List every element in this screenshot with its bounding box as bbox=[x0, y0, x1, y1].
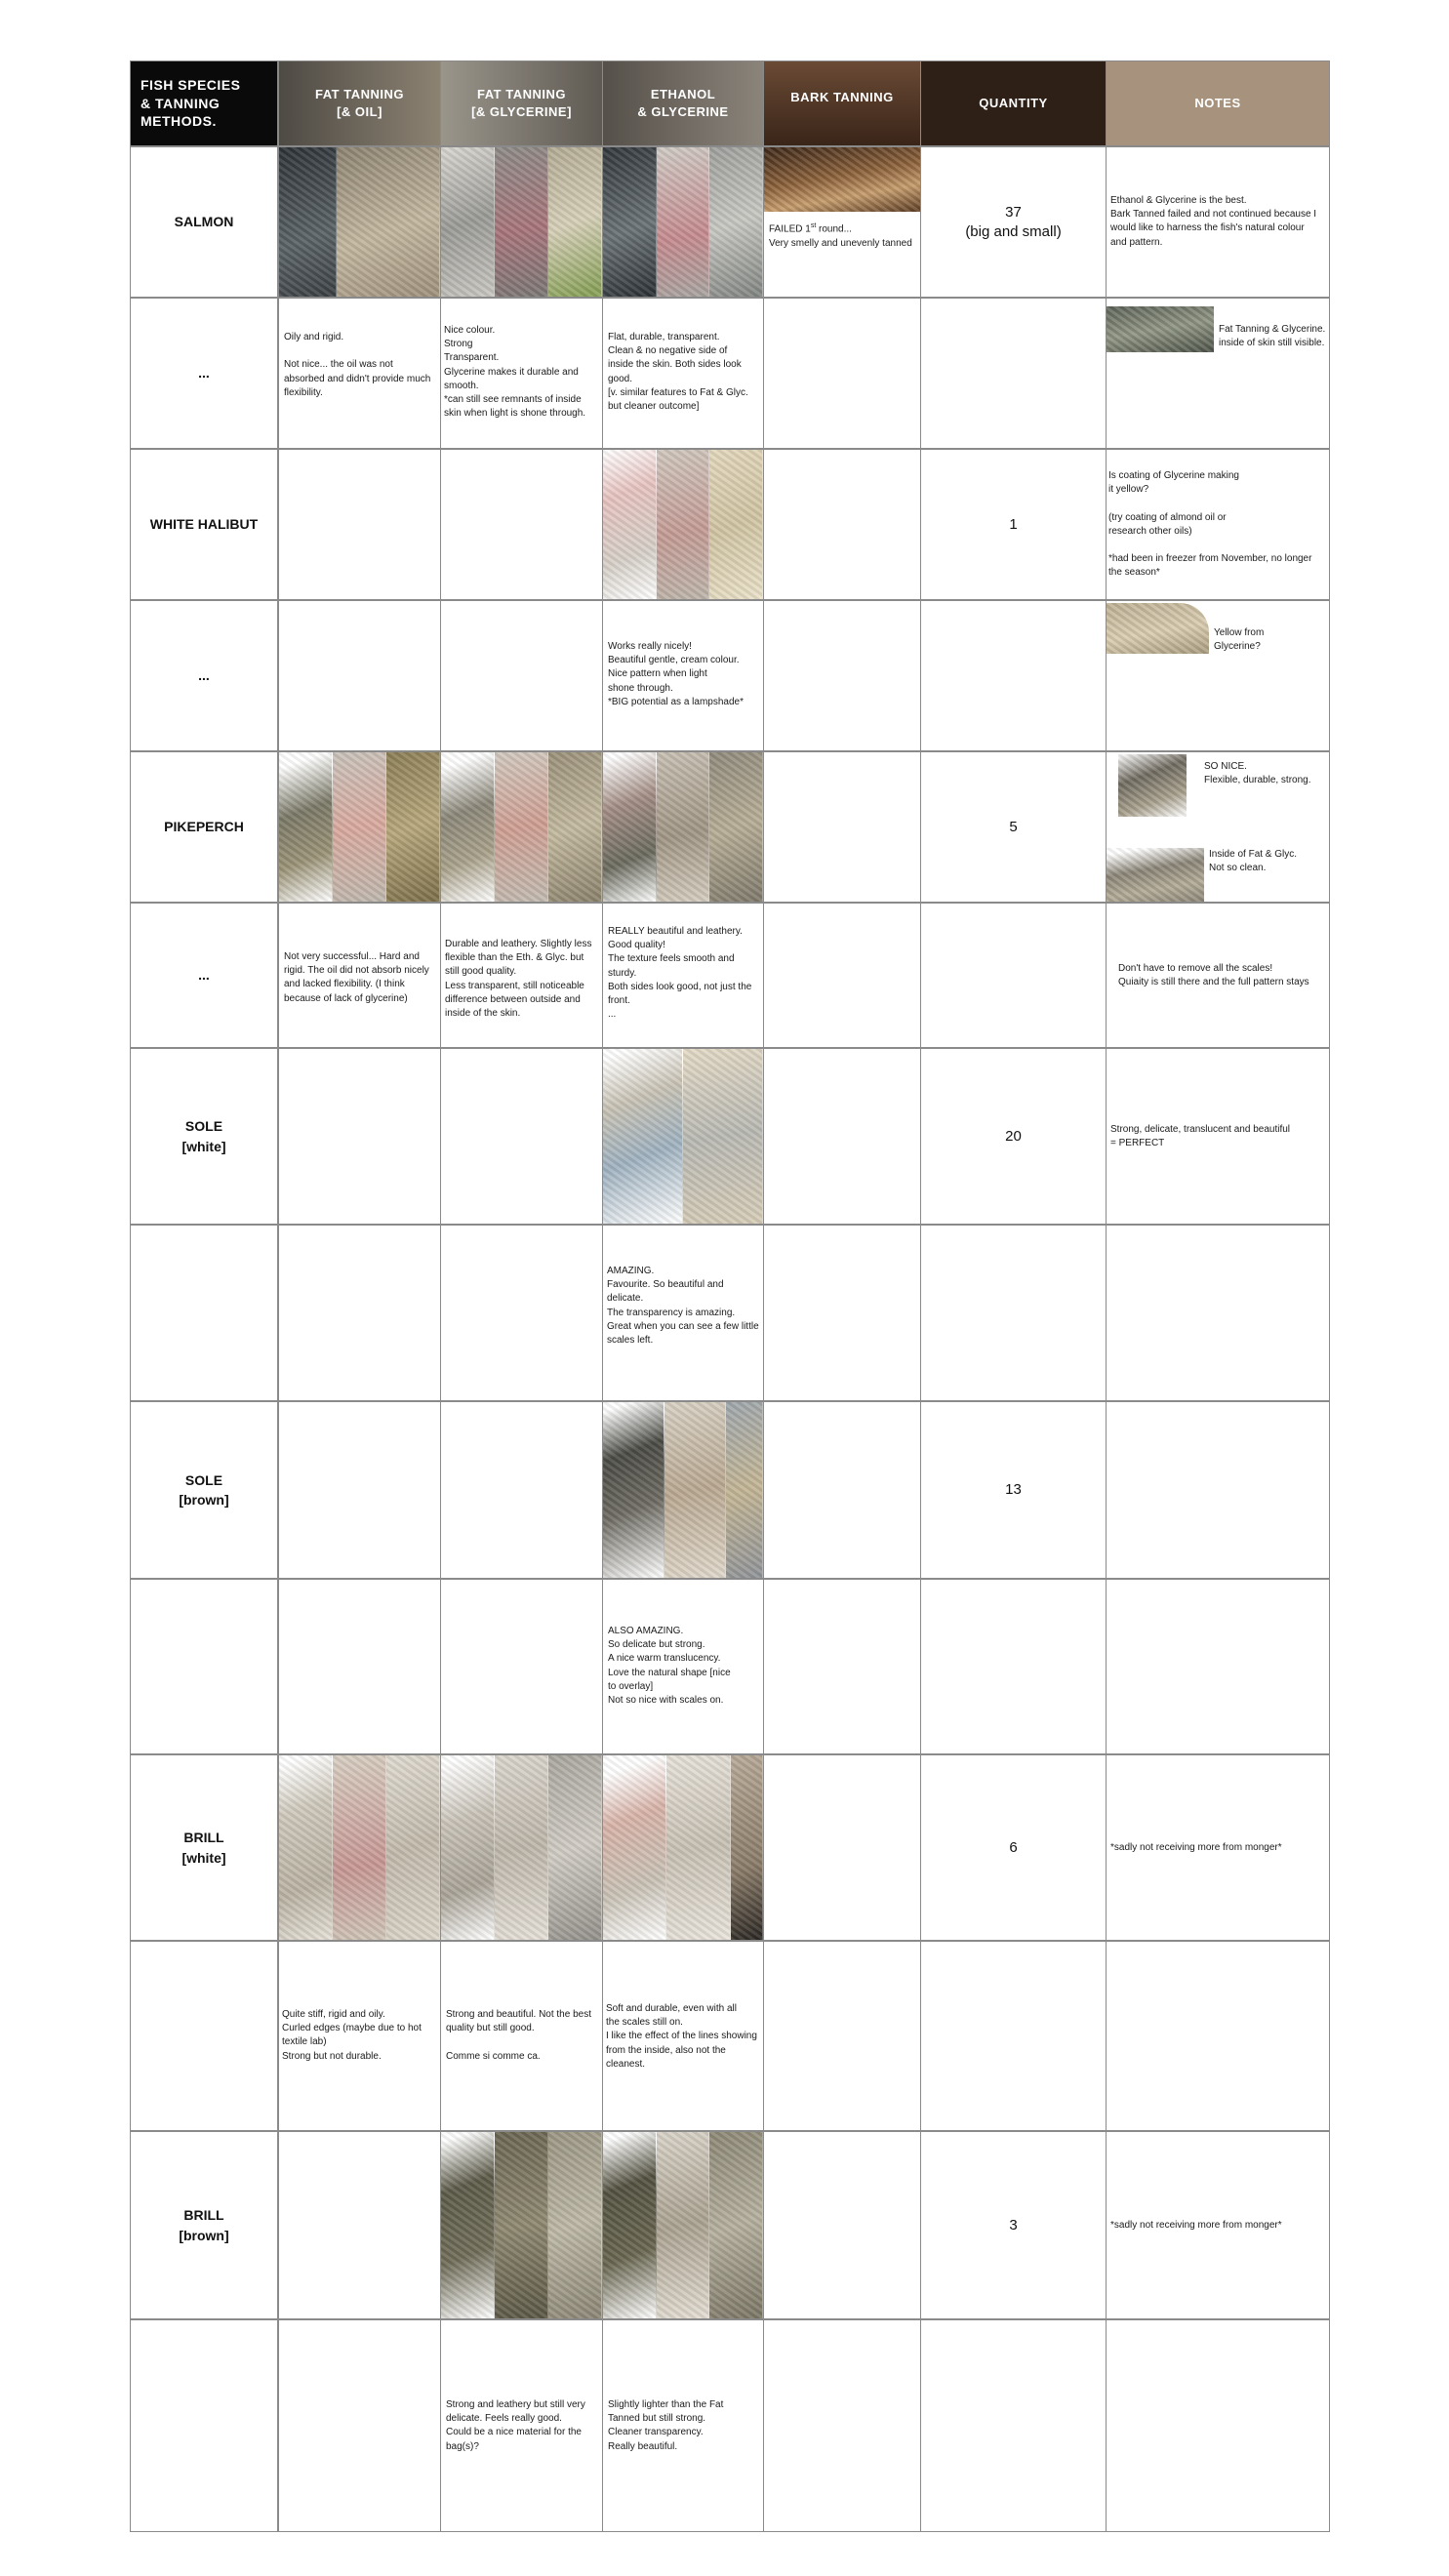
salmon-detail-notes-cell bbox=[1106, 298, 1330, 449]
brill-white-skin-scaled bbox=[548, 1755, 602, 1940]
pikeperch-detail-quantity-empty bbox=[920, 903, 1107, 1048]
brill-brown-skin-dark bbox=[603, 2132, 657, 2318]
halibut-ethanol-comment-cell bbox=[602, 600, 764, 751]
grey-salmon-skin bbox=[709, 147, 763, 297]
halibut-ethanol-comment: Works really nicely! Beautiful gentle, cream colour. Nice pattern when light shone through. *BIG potential as a lampshade* bbox=[608, 641, 744, 707]
species-pikeperch: PIKEPERCH bbox=[130, 751, 278, 903]
brill-brown-quantity: 3 bbox=[920, 2131, 1107, 2319]
brill-brown-skin-dark bbox=[441, 2132, 495, 2318]
brill-white-skin-dark-edge bbox=[731, 1755, 763, 1940]
sole-brown-ethanol-photos bbox=[602, 1401, 764, 1579]
header-bark-tanning: BARK TANNING bbox=[763, 60, 921, 146]
brill-white-skin-translucent bbox=[441, 1755, 495, 1940]
sole-brown-skin-dark bbox=[603, 1402, 664, 1578]
sole-white-notes: Strong, delicate, translucent and beautiful = PERFECT bbox=[1110, 1124, 1291, 1149]
sole-brown-fat-glycerine-empty bbox=[440, 1401, 603, 1579]
pikeperch-skin-dark bbox=[441, 752, 495, 902]
species-pikeperch-detail: ... bbox=[130, 903, 278, 1048]
species-salmon-detail: ... bbox=[130, 298, 278, 449]
salmon-detail-notes: Fat Tanning & Glycerine. inside of skin still visible. bbox=[1219, 324, 1326, 349]
brill-white-detail-species-empty bbox=[130, 1941, 278, 2131]
halibut-skin-cream bbox=[709, 450, 763, 599]
brill-brown-detail-fat-oil-empty bbox=[278, 2319, 441, 2532]
sole-brown-skin-translucent bbox=[664, 1402, 726, 1578]
brill-white-skin-fan bbox=[666, 1755, 730, 1940]
salmon-notes-cell bbox=[1106, 146, 1330, 298]
species-sole-brown: SOLE [brown] bbox=[130, 1401, 278, 1579]
salmon-bark-note-a: FAILED 1 bbox=[769, 223, 811, 235]
brill-white-skin-light bbox=[386, 1755, 440, 1940]
pikeperch-bark-empty bbox=[763, 751, 921, 903]
brill-white-fat-oil-photos bbox=[278, 1754, 441, 1941]
halibut-notes-cell bbox=[1106, 449, 1330, 600]
light-salmon-skin bbox=[337, 147, 440, 297]
header-fat-glycerine: FAT TANNING [& GLYCERINE] bbox=[440, 60, 603, 146]
brill-white-notes: *sadly not receiving more from monger* bbox=[1110, 1842, 1282, 1853]
halibut-detail-fat-glycerine-empty bbox=[440, 600, 603, 751]
red-tinted-salmon-skin bbox=[495, 147, 548, 297]
brill-white-skin-pale bbox=[495, 1755, 548, 1940]
pikeperch-fat-glycerine-photos bbox=[440, 751, 603, 903]
salmon-bark-cell bbox=[763, 146, 921, 298]
brill-white-fat-oil-comment-cell bbox=[278, 1941, 441, 2131]
sole-white-detail-quantity-empty bbox=[920, 1225, 1107, 1401]
salmon-fat-oil-comment-cell bbox=[278, 298, 441, 449]
brill-brown-notes: *sadly not receiving more from monger* bbox=[1110, 2220, 1282, 2231]
halibut-detail-bark-empty bbox=[763, 600, 921, 751]
salmon-detail-bark-empty bbox=[763, 298, 921, 449]
brill-brown-detail-notes-empty bbox=[1106, 2319, 1330, 2532]
salmon-ethanol-comment: Flat, durable, transparent. Clean & no negative side of inside the skin. Both sides look good. [v. similar features to Fat & Glyc. but cleaner outcome] bbox=[608, 332, 748, 412]
brill-brown-notes-cell bbox=[1106, 2131, 1330, 2319]
sole-white-detail-fat-oil-empty bbox=[278, 1225, 441, 1401]
red-tinted-salmon-skin bbox=[657, 147, 710, 297]
pikeperch-detail-notes: Don't have to remove all the scales! Quiaity is still there and the full pattern stays bbox=[1118, 963, 1309, 988]
halibut-fat-oil-empty bbox=[278, 449, 441, 600]
brill-white-skin-in-hand bbox=[603, 1755, 666, 1940]
pikeperch-notes-cell bbox=[1106, 751, 1330, 903]
pikeperch-fat-glycerine-comment: Durable and leathery. Slightly less flexible than the Eth. & Glyc. but still good quality. Less transparent, still noticeable difference between outside and inside of the skin. bbox=[445, 939, 592, 1019]
dark-salmon-skin bbox=[603, 147, 657, 297]
brill-brown-fat-glycerine-photos bbox=[440, 2131, 603, 2319]
species-sole-white: SOLE [white] bbox=[130, 1048, 278, 1225]
dark-salmon-skin bbox=[279, 147, 337, 297]
sole-brown-detail-notes-empty bbox=[1106, 1579, 1330, 1754]
sole-white-ethanol-comment-cell bbox=[602, 1225, 764, 1401]
sole-brown-detail-fat-glycerine-empty bbox=[440, 1579, 603, 1754]
sole-white-detail-fat-glycerine-empty bbox=[440, 1225, 603, 1401]
salmon-detail-quantity-empty bbox=[920, 298, 1107, 449]
sole-brown-detail-species-empty bbox=[130, 1579, 278, 1754]
salmon-fat-oil-comment: Oily and rigid. Not nice... the oil was not absorbed and didn't provide much flexibility. bbox=[284, 332, 431, 398]
pale-salmon-skin bbox=[441, 147, 495, 297]
species-salmon: SALMON bbox=[130, 146, 278, 298]
pikeperch-fat-oil-comment: Not very successful... Hard and rigid. The oil did not absorb nicely and lacked flexibility. (I think because of lack of glycerine) bbox=[284, 951, 429, 1004]
sole-brown-detail-bark-empty bbox=[763, 1579, 921, 1754]
sole-white-skin-pale bbox=[683, 1049, 763, 1224]
sole-brown-ethanol-comment: ALSO AMAZING. So delicate but strong. A nice warm translucency. Love the natural shape [nice to overlay] Not so nice with scales on. bbox=[608, 1626, 731, 1706]
brill-brown-fat-oil-empty bbox=[278, 2131, 441, 2319]
salmon-bark-note bbox=[769, 221, 917, 251]
sole-white-detail-species-empty bbox=[130, 1225, 278, 1401]
salmon-fat-glycerine-comment-cell bbox=[440, 298, 603, 449]
sole-white-bark-empty bbox=[763, 1048, 921, 1225]
brill-white-ethanol-photos bbox=[602, 1754, 764, 1941]
pikeperch-quantity: 5 bbox=[920, 751, 1107, 903]
bark-tanned-salmon-skin bbox=[764, 147, 921, 212]
sole-white-detail-notes-empty bbox=[1106, 1225, 1330, 1401]
pikeperch-skin-in-hand bbox=[333, 752, 386, 902]
sole-white-skin-translucent bbox=[603, 1049, 683, 1224]
salmon-quantity: 37 (big and small) bbox=[920, 146, 1107, 298]
halibut-skin-in-hand bbox=[603, 450, 657, 599]
salmon-ethanol-photos bbox=[602, 146, 764, 298]
halibut-bark-empty bbox=[763, 449, 921, 600]
header-ethanol-glycerine: ETHANOL & GLYCERINE bbox=[602, 60, 764, 146]
brill-brown-bark-empty bbox=[763, 2131, 921, 2319]
brill-brown-detail-quantity-empty bbox=[920, 2319, 1107, 2532]
pikeperch-notes-a: SO NICE. Flexible, durable, strong. bbox=[1204, 761, 1311, 786]
brill-white-detail-bark-empty bbox=[763, 1941, 921, 2131]
species-halibut-detail: ... bbox=[130, 600, 278, 751]
yellowed-halibut-photo bbox=[1107, 603, 1209, 654]
brill-brown-fat-glycerine-comment-cell bbox=[440, 2319, 603, 2532]
sole-brown-ethanol-comment-cell bbox=[602, 1579, 764, 1754]
brill-white-bark-empty bbox=[763, 1754, 921, 1941]
brill-brown-detail-species-empty bbox=[130, 2319, 278, 2532]
pikeperch-skin-in-hand bbox=[495, 752, 548, 902]
sole-white-fat-oil-empty bbox=[278, 1048, 441, 1225]
header-fat-oil: FAT TANNING [& OIL] bbox=[278, 60, 441, 146]
sole-brown-detail-quantity-empty bbox=[920, 1579, 1107, 1754]
sole-brown-detail-fat-oil-empty bbox=[278, 1579, 441, 1754]
pikeperch-inside-photo bbox=[1107, 848, 1204, 903]
sole-white-quantity: 20 bbox=[920, 1048, 1107, 1225]
pikeperch-scales bbox=[386, 752, 440, 902]
salmon-fat-glycerine-comment: Nice colour. Strong Transparent. Glycerine makes it durable and smooth. *can still see remnants of inside skin when light is shone through. bbox=[444, 325, 586, 420]
sole-brown-quantity: 13 bbox=[920, 1401, 1107, 1579]
header-quantity: QUANTITY bbox=[920, 60, 1107, 146]
salmon-fat-oil-photos bbox=[278, 146, 441, 298]
brill-white-ethanol-comment-cell bbox=[602, 1941, 764, 2131]
species-white-halibut: WHITE HALIBUT bbox=[130, 449, 278, 600]
header-species: FISH SPECIES & TANNING METHODS. bbox=[130, 60, 278, 146]
halibut-quantity: 1 bbox=[920, 449, 1107, 600]
brill-white-fat-oil-comment: Quite stiff, rigid and oily. Curled edges (maybe due to hot textile lab) Strong but not durable. bbox=[282, 2009, 422, 2062]
pikeperch-scales bbox=[548, 752, 602, 902]
pikeperch-skin-dark bbox=[279, 752, 333, 902]
pikeperch-fat-glycerine-comment-cell bbox=[440, 903, 603, 1048]
brill-white-detail-quantity-empty bbox=[920, 1941, 1107, 2131]
salmon-notes: Ethanol & Glycerine is the best. Bark Tanned failed and not continued because I would like to harness the fish's natural colour and pattern. bbox=[1110, 195, 1317, 248]
fat-glycerine-salmon-inside-photo bbox=[1107, 306, 1214, 352]
halibut-detail-notes-cell bbox=[1106, 600, 1330, 751]
brill-white-detail-notes-empty bbox=[1106, 1941, 1330, 2131]
halibut-detail-quantity-empty bbox=[920, 600, 1107, 751]
halibut-notes: Is coating of Glycerine making it yellow? (try coating of almond oil or research other oils) *had been in freezer from November, no longer the season* bbox=[1108, 470, 1312, 579]
pikeperch-flexible-photo bbox=[1118, 754, 1187, 817]
header-notes: NOTES bbox=[1106, 60, 1330, 146]
brill-brown-skin-light bbox=[657, 2132, 710, 2318]
pikeperch-detail-bark-empty bbox=[763, 903, 921, 1048]
pikeperch-skin-light bbox=[657, 752, 710, 902]
brill-white-fat-glycerine-photos bbox=[440, 1754, 603, 1941]
halibut-ethanol-photos bbox=[602, 449, 764, 600]
brill-white-notes-cell bbox=[1106, 1754, 1330, 1941]
brill-brown-ethanol-comment-cell bbox=[602, 2319, 764, 2532]
brill-brown-skin-pattern bbox=[548, 2132, 602, 2318]
pikeperch-notes-b: Inside of Fat & Glyc. Not so clean. bbox=[1209, 849, 1298, 874]
pikeperch-ethanol-comment-cell bbox=[602, 903, 764, 1048]
brill-white-fat-glycerine-comment: Strong and beautiful. Not the best quality but still good. Comme si comme ca. bbox=[446, 2009, 591, 2062]
halibut-fat-glycerine-empty bbox=[440, 449, 603, 600]
brill-white-ethanol-comment: Soft and durable, even with all the scales still on. I like the effect of the lines showing from the inside, also not the cleanest. bbox=[606, 2003, 757, 2070]
pikeperch-detail-notes-cell bbox=[1106, 903, 1330, 1048]
scaled-salmon-skin bbox=[548, 147, 602, 297]
brill-brown-detail-bark-empty bbox=[763, 2319, 921, 2532]
pikeperch-scales bbox=[709, 752, 763, 902]
pikeperch-fat-oil-photos bbox=[278, 751, 441, 903]
brill-brown-skin-pattern bbox=[709, 2132, 763, 2318]
sole-white-ethanol-comment: AMAZING. Favourite. So beautiful and delicate. The transparency is amazing. Great when you can see a few little scales left. bbox=[607, 1266, 759, 1346]
brill-brown-ethanol-comment: Slightly lighter than the Fat Tanned but still strong. Cleaner transparency. Really beautiful. bbox=[608, 2399, 724, 2452]
sole-brown-skin-light bbox=[726, 1402, 763, 1578]
sole-white-detail-bark-empty bbox=[763, 1225, 921, 1401]
brill-brown-fat-glycerine-comment: Strong and leathery but still very delicate. Feels really good. Could be a nice material for the bag(s)? bbox=[446, 2399, 585, 2452]
sole-brown-fat-oil-empty bbox=[278, 1401, 441, 1579]
brill-white-skin-red-tint bbox=[333, 1755, 386, 1940]
halibut-detail-fat-oil-empty bbox=[278, 600, 441, 751]
salmon-ethanol-comment-cell bbox=[602, 298, 764, 449]
halibut-skin-red-tint bbox=[657, 450, 710, 599]
salmon-bark-note-b: round... Very smelly and unevenly tanned bbox=[769, 223, 912, 249]
species-brill-brown: BRILL [brown] bbox=[130, 2131, 278, 2319]
sole-white-fat-glycerine-empty bbox=[440, 1048, 603, 1225]
pikeperch-ethanol-comment: REALLY beautiful and leathery. Good quality! The texture feels smooth and sturdy. Both sides look good, not just the front. ... bbox=[608, 926, 752, 1021]
brill-white-skin-pale bbox=[279, 1755, 333, 1940]
pikeperch-fat-oil-comment-cell bbox=[278, 903, 441, 1048]
salmon-fat-glycerine-photos bbox=[440, 146, 603, 298]
salmon-bark-note-sup: st bbox=[810, 222, 817, 229]
brill-white-fat-glycerine-comment-cell bbox=[440, 1941, 603, 2131]
pikeperch-skin-in-hand bbox=[603, 752, 657, 902]
sole-brown-notes-empty bbox=[1106, 1401, 1330, 1579]
halibut-detail-notes: Yellow from Glycerine? bbox=[1214, 627, 1265, 653]
species-brill-white: BRILL [white] bbox=[130, 1754, 278, 1941]
brill-brown-skin-scaled bbox=[495, 2132, 548, 2318]
brill-brown-ethanol-photos bbox=[602, 2131, 764, 2319]
sole-white-ethanol-photos bbox=[602, 1048, 764, 1225]
pikeperch-ethanol-photos bbox=[602, 751, 764, 903]
brill-white-quantity: 6 bbox=[920, 1754, 1107, 1941]
sole-brown-bark-empty bbox=[763, 1401, 921, 1579]
sole-white-notes-cell bbox=[1106, 1048, 1330, 1225]
